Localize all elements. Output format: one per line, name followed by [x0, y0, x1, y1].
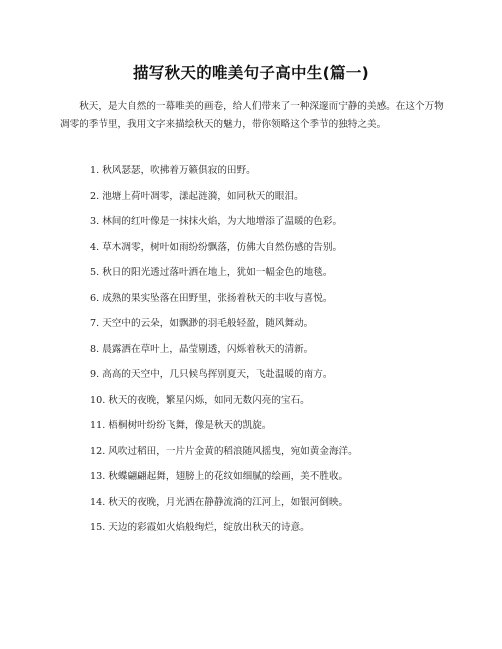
- list-item: 15. 天边的彩霞如火焰般绚烂，绽放出秋天的诗意。: [90, 522, 310, 533]
- sentence-list: [90, 162, 450, 545]
- list-item: 13. 秋蝶翩翩起舞，翅膀上的花纹如细腻的绘画，美不胜收。: [90, 471, 349, 482]
- list-item: 3. 林间的红叶像是一抹抹火焰，为大地增添了温暖的色彩。: [90, 216, 343, 227]
- intro-paragraph: 秋天，是大自然的一幕唯美的画卷，给人们带来了一种深邃而宁静的美感。在这个万物凋零的季节里，我用文字来描绘秋天的魅力，带你领略这个季节的独特之美。: [60, 101, 444, 130]
- list-item: 1. 秋风瑟瑟，吹拂着万籁俱寂的田野。: [90, 165, 256, 176]
- list-item: 7. 天空中的云朵，如飘渺的羽毛般轻盈，随风舞动。: [90, 318, 314, 329]
- list-item: 10. 秋天的夜晚，繁星闪烁，如同无数闪亮的宝石。: [90, 394, 310, 406]
- list-item: 5. 秋日的阳光透过落叶洒在地上，犹如一幅金色的地毯。: [90, 267, 333, 278]
- list-item: 9. 高高的天空中，几只候鸟挥别夏天，飞赴温暖的南方。: [90, 369, 333, 380]
- list-item: 12. 风吹过稻田，一片片金黄的稻浪随风摇曳，宛如黄金海洋。: [90, 445, 358, 457]
- list-item: 8. 晨露洒在草叶上，晶莹剔透，闪烁着秋天的清新。: [90, 343, 314, 355]
- list-item: 11. 梧桐树叶纷纷飞舞，像是秋天的凯旋。: [90, 420, 272, 431]
- list-item: 6. 成熟的果实坠落在田野里，张扬着秋天的丰收与喜悦。: [90, 292, 333, 304]
- list-item: 4. 草木凋零，树叶如雨纷纷飘落，仿佛大自然伤感的告别。: [90, 241, 343, 253]
- list-item: 14. 秋天的夜晚，月光洒在静静流淌的江河上，如银河倒映。: [90, 496, 349, 508]
- list-item: 2. 池塘上荷叶凋零，漾起涟漪，如同秋天的眼泪。: [90, 190, 304, 202]
- document-title: 描写秋天的唯美句子高中生(篇一): [133, 64, 369, 82]
